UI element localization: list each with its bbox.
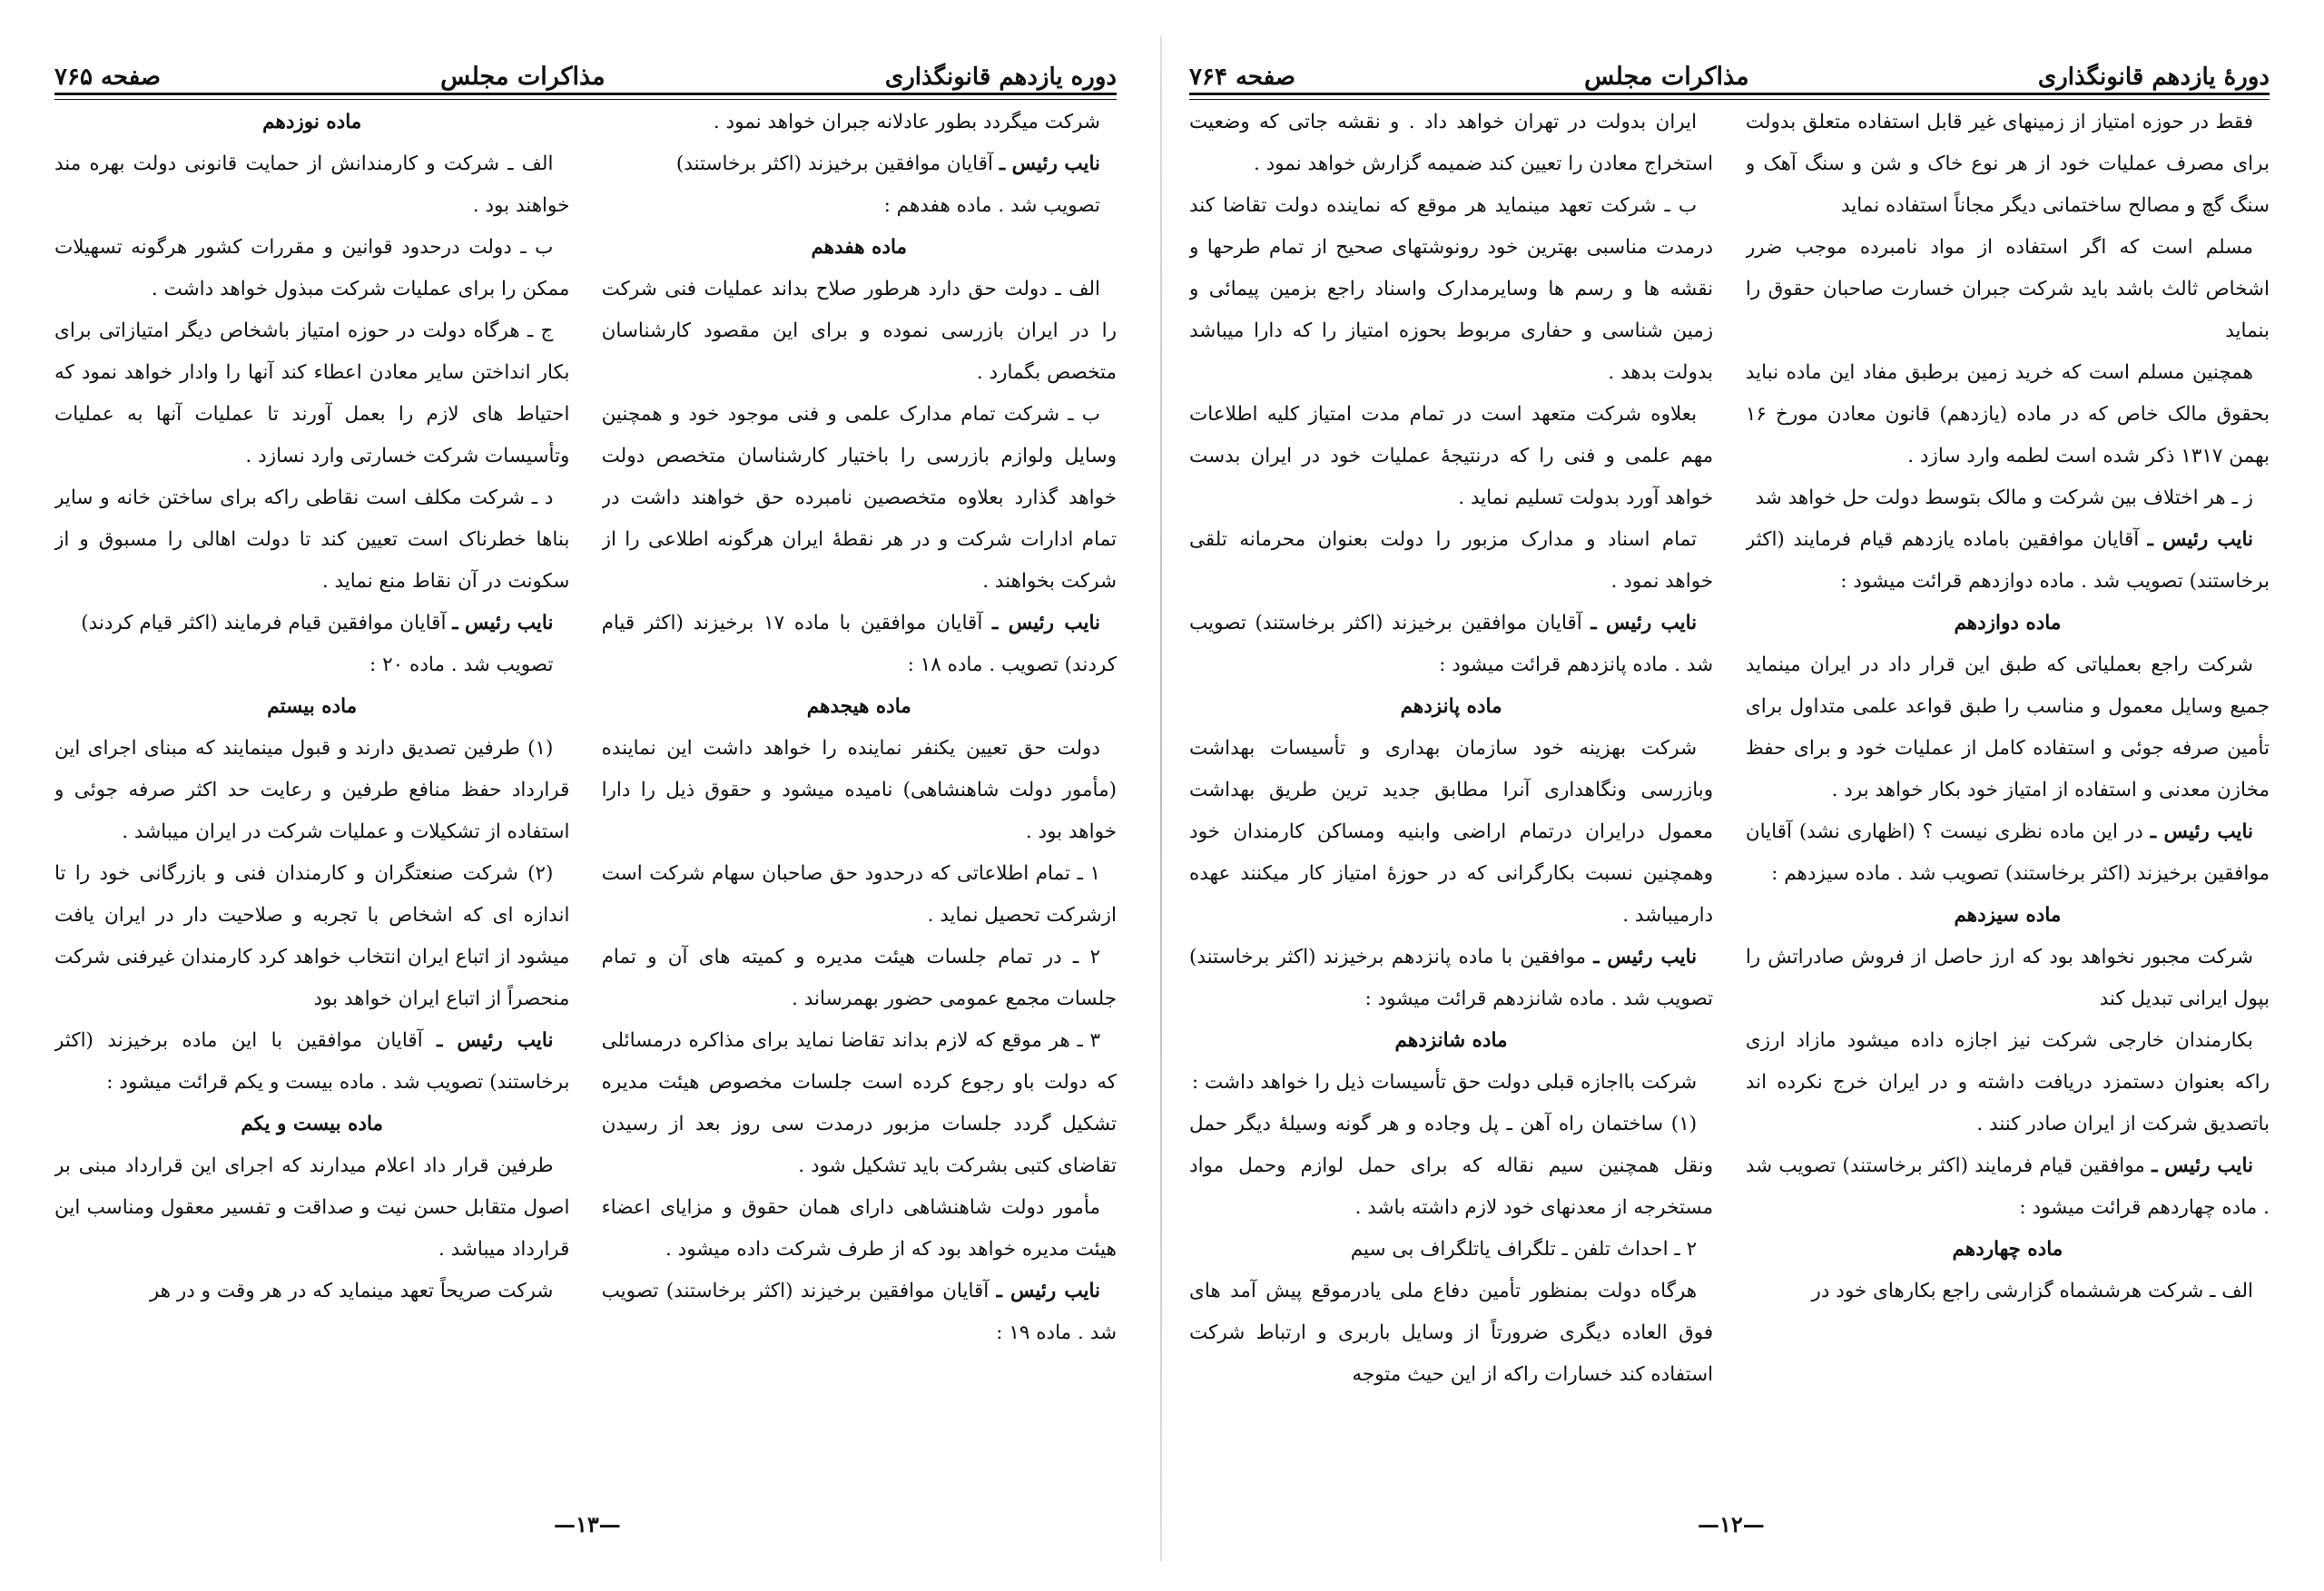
vote-record xyxy=(1189,603,1713,686)
header-session: دوره یازدهم قانونگذاری xyxy=(884,64,1117,91)
paragraph: دولت حق تعیین یکنفر نماینده را خواهد داشت این نماینده (مأمور دولت شاهنشاهی) نامیده میشود و حقوق ذیل را دارا خواهد بود . xyxy=(601,737,1117,843)
page-764 xyxy=(1162,0,2324,1591)
paragraph: ج ـ هرگاه دولت در حوزه امتیاز باشخاص دیگر امتیازاتی برای بکار انداختن سایر معادن اعطاء کند آنها را وادار خواهد نمود که احتیاط های لازم را بعمل آورند تا عملیات آنها به عملیات وتأسیسات شرکت خسارتی وارد نسازد . xyxy=(54,319,570,467)
vote-record xyxy=(1746,1145,2270,1229)
vote-text: موافقین با ماده پانزدهم برخیزند (اکثر برخاستند) تصویب شد . ماده شانزدهم قرائت میشود : xyxy=(1189,946,1714,1010)
paragraph: ب ـ شرکت تمام مدارک علمی و فنی موجود خود و همچنین وسایل ولوازم بازرسی را باختیار کارشناسان متخصص دولت خواهد گذارد بعلاوه متخصصین نامبرده حق خواهند داشت در تمام ادارات شرکت و در هر نقطهٔ ایران هرگونه اطلاعی را از شرکت بخواهند . xyxy=(601,403,1117,593)
vote-text: آقایان موافقین برخیزند (اکثر برخاستند) xyxy=(675,152,993,175)
paragraph: شرکت راجع بعملیاتی که طبق این قرار داد در ایران مینماید جمیع وسایل معمول و مناسب را طبق قواعد علمی متداول برای تأمین صرفه جوئی و استفاده کامل از عملیات خود و برای حفظ مخازن معدنی و استفاده از امتیاز خود بکار خواهد برد . xyxy=(1745,653,2270,801)
vote-text: آقایان موافقین قیام فرمایند (اکثر قیام کردند) xyxy=(81,612,447,634)
article-heading: ماده نوزدهم xyxy=(262,111,362,133)
article-heading: ماده هیجدهم xyxy=(806,695,911,718)
paragraph: ب ـ شرکت تعهد مینماید هر موقع که نماینده دولت تقاضا کند درمدت مناسبی بهترین خود رونوشتهای صحیح از تمام طرحها و نقشه ها و رسم ها وسایرمدارک واسناد راجع بزمین پیمائی و زمین شناسی و حفاری مربوط بحوزه امتیاز را که دارا میباشد بدولت بدهد . xyxy=(1189,194,1714,384)
paragraph: بعلاوه شرکت متعهد است در تمام مدت امتیاز کلیه اطلاعات مهم علمی و فنی را که درنتیجهٔ عملیات خود در ایران بدست خواهد آورد بدولت تسلیم نماید . xyxy=(1189,403,1714,509)
speaker-label: نایب رئیس ـ xyxy=(1590,612,1698,634)
speaker-label: نایب رئیس ـ xyxy=(2152,1154,2254,1177)
paragraph: (۱) ساختمان راه آهن ـ پل وجاده و هر گونه وسیلهٔ دیگر حمل ونقل همچنین سیم نقاله که برای حمل لوازم وحمل مواد مستخرجه از معدنهای خود لازم داشته باشد . xyxy=(1189,1113,1714,1219)
article-heading: ماده چهاردهم xyxy=(1952,1238,2063,1261)
paragraph: طرفین قرار داد اعلام میدارند که اجرای این قرارداد مبنی بر اصول متقابل حسن نیت و صداقت و تفسیر معقول ومناسب این قرارداد میباشد . xyxy=(54,1154,570,1261)
article-heading: ماده پانزدهم xyxy=(1400,695,1502,718)
speaker-label: نایب رئیس ـ xyxy=(2147,528,2253,551)
speaker-label: نایب رئیس ـ xyxy=(452,612,554,634)
paragraph: تصویب شد . ماده ۲۰ : xyxy=(369,653,554,676)
column-right xyxy=(602,102,1117,1499)
text-columns xyxy=(1189,102,2270,1499)
vote-text: در این ماده نظری نیست ؟ (اظهاری نشد) آقایان موافقین برخیزند (اکثر برخاستند) تصویب شد . ماده سیزدهم : xyxy=(1745,820,2270,885)
vote-record xyxy=(602,143,1117,185)
paragraph: شرکت میگردد بطور عادلانه جبران خواهد نمود . xyxy=(713,111,1100,133)
vote-text: موافقین قیام فرمایند (اکثر برخاستند) تصویب شد . ماده چهاردهم قرائت میشود : xyxy=(1745,1154,2270,1219)
vote-record xyxy=(602,1271,1117,1354)
paragraph: شرکت بااجازه قبلی دولت حق تأسیسات ذیل را خواهد داشت : xyxy=(1191,1071,1698,1094)
paragraph: ۳ ـ هر موقع که لازم بداند تقاضا نماید برای مذاکره درمسائلی که دولت باو رجوع کرده است جلسات مخصوص هیئت مدیره تشکیل گردد جلسات مزبور درمدت سی روز بعد از رسیدن تقاضای کتبی بشرکت باید تشکیل شود . xyxy=(601,1029,1117,1177)
column-left xyxy=(1189,102,1713,1499)
paragraph: الف ـ دولت حق دارد هرطور صلاح بداند عملیات فنی شرکت را در ایران بازرسی نموده و برای این مقصود کارشناسان متخصص بگمارد . xyxy=(601,278,1117,384)
page-header xyxy=(1189,36,2270,91)
paragraph: ایران بدولت در تهران خواهد داد . و نقشه جاتی که وضعیت استخراج معادن را تعیین کند ضمیمه گزارش خواهد نمود . xyxy=(1189,111,1714,175)
paragraph: هرگاه دولت بمنظور تأمین دفاع ملی یادرموقع پیش آمد های فوق العاده دیگری ضرورتاً از وسایل باربری و ارتباط شرکت استفاده کند خسارات راکه از این حیث متوجه xyxy=(1189,1280,1714,1386)
paragraph: الف ـ شرکت هرششماه گزارشی راجع بکارهای خود در xyxy=(1811,1280,2253,1302)
article-heading: ماده بیستم xyxy=(267,695,358,718)
paragraph: تصویب شد . ماده هفدهم : xyxy=(883,194,1100,217)
paragraph: ۲ ـ در تمام جلسات هیئت مدیره و کمیته های آن و تمام جلسات مجمع عمومی حضور بهمرساند . xyxy=(601,946,1117,1010)
header-page-number: صفحه ۷۶۴ xyxy=(1189,64,1295,91)
header-rule xyxy=(54,93,1117,100)
vote-record xyxy=(1746,811,2270,895)
paragraph: مسلم است که اگر استفاده از مواد نامبرده موجب ضرر اشخاص ثالث باشد باید شرکت جبران خسارت صاحبان حقوق را بنماید xyxy=(1745,236,2270,342)
paragraph: ب ـ دولت درحدود قوانین و مقررات کشور هرگونه تسهیلات ممکن را برای عملیات شرکت مبذول خواهد داشت . xyxy=(54,236,570,300)
paragraph: شرکت بهزینه خود سازمان بهداری و تأسیسات بهداشت وبازرسی ونگاهداری آنرا مطابق جدید ترین طریق بهداشت معمول درایران درتمام اراضی وابنیه ومساکن کارمندان خود وهمچنین نسبت بکارگرانی که در حوزهٔ امتیاز کار میکنند عهده دارمیباشد . xyxy=(1189,737,1714,927)
speaker-label: نایب رئیس ـ xyxy=(996,1280,1100,1302)
column-left xyxy=(54,102,569,1499)
header-page-number: صفحه ۷۶۵ xyxy=(54,64,161,91)
paragraph: الف ـ شرکت و کارمندانش از حمایت قانونی دولت بهره مند خواهند بود . xyxy=(54,152,570,217)
vote-record xyxy=(54,1020,569,1104)
paragraph: ۲ ـ احداث تلفن ـ تلگراف یاتلگراف بی سیم xyxy=(1350,1238,1698,1261)
article-heading: ماده سیزدهم xyxy=(1954,904,2062,927)
vote-record xyxy=(602,603,1117,686)
vote-text: آقایان موافقین باماده یازدهم قیام فرمایند (اکثر برخاستند) تصویب شد . ماده دوازدهم قرائت میشود : xyxy=(1745,528,2270,593)
paragraph: ز ـ هر اختلاف بین شرکت و مالک بتوسط دولت حل خواهد شد xyxy=(1755,486,2253,509)
speaker-label: نایب رئیس ـ xyxy=(2150,820,2253,843)
paragraph: همچنین مسلم است که خرید زمین برطبق مفاد این ماده نباید بحقوق مالک خاص که در ماده (یازدهم) قانون معادن مورخ ۱۶ بهمن ۱۳۱۷ ذکر شده است لطمه وارد سازد . xyxy=(1745,361,2270,467)
header-rule xyxy=(1189,93,2270,100)
vote-text: آقایان موافقین برخیزند (اکثر برخاستند) تصویب شد . ماده ۱۹ : xyxy=(601,1280,1117,1344)
speaker-label: نایب رئیس ـ xyxy=(999,152,1100,175)
article-heading: ماده شانزدهم xyxy=(1394,1029,1508,1052)
vote-text: آقایان موافقین برخیزند (اکثر برخاستند) تصویب شد . ماده پانزدهم قرائت میشود : xyxy=(1189,612,1714,676)
text-columns xyxy=(54,102,1117,1499)
header-title: مذاکرات مجلس xyxy=(1584,63,1749,91)
page-folio: —۱۲— xyxy=(1698,1511,1765,1537)
speaker-label: نایب رئیس ـ xyxy=(437,1029,554,1052)
speaker-label: نایب رئیس ـ xyxy=(992,612,1100,634)
paragraph: شرکت مجبور نخواهد بود که ارز حاصل از فروش صادراتش را بپول ایرانی تبدیل کند xyxy=(1745,946,2270,1010)
article-heading: ماده دوازدهم xyxy=(1954,612,2062,634)
page-folio: —۱۳— xyxy=(554,1511,621,1537)
paragraph: مأمور دولت شاهنشاهی دارای همان حقوق و مزایای اعضاء هیئت مدیره خواهد بود که از طرف شرکت داده میشود . xyxy=(601,1196,1117,1261)
vote-text: آقایان موافقین با ماده ۱۷ برخیزند (اکثر قیام کردند) تصویب . ماده ۱۸ : xyxy=(601,612,1117,676)
header-title: مذاکرات مجلس xyxy=(440,63,606,91)
page-header xyxy=(54,36,1117,91)
article-heading: ماده بیست و یکم xyxy=(241,1113,384,1135)
paragraph: (۱) طرفین تصدیق دارند و قبول مینمایند که مبنای اجرای این قرارداد حفظ منافع طرفین و رعایت حد اکثر صرفه جوئی و استفاده از تشکیلات و عملیات شرکت در ایران میباشد . xyxy=(54,737,570,843)
speaker-label: نایب رئیس ـ xyxy=(1593,946,1698,968)
header-session: دورهٔ یازدهم قانونگذاری xyxy=(2037,64,2270,91)
vote-record xyxy=(1189,937,1713,1020)
paragraph: د ـ شرکت مکلف است نقاطی راکه برای ساختن خانه و سایر بناها خطرناک است تعیین کند تا دولت اهالی را مسبوق و از سکونت در آن نقاط منع نماید . xyxy=(54,486,570,593)
paragraph: فقط در حوزه امتیاز از زمینهای غیر قابل استفاده متعلق بدولت برای مصرف عملیات خود از هر نوع خاک و شن و سنگ آهک و سنگ گچ و مصالح ساختمانی دیگر مجاناً استفاده نماید xyxy=(1745,111,2270,217)
paragraph: تمام اسناد و مدارک مزبور را دولت بعنوان محرمانه تلقی خواهد نمود . xyxy=(1189,528,1714,593)
column-right xyxy=(1746,102,2270,1499)
paragraph: شرکت صریحاً تعهد مینماید که در هر وقت و در هر xyxy=(149,1280,554,1302)
vote-record xyxy=(1746,519,2270,603)
vote-record xyxy=(54,603,569,644)
paragraph: (۲) شرکت صنعتگران و کارمندان فنی و بازرگانی خود را تا اندازه ای که اشخاص با تجربه و صلاحیت دار در ایران یافت میشود از اتباع ایران انتخاب خواهد کرد کارمندان غیرفنی شرکت منحصراً از اتباع ایران خواهد بود xyxy=(54,862,570,1010)
paragraph: بکارمندان خارجی شرکت نیز اجازه داده میشود مازاد ارزی راکه بعنوان دستمزد دریافت داشته و در ایران خرج نکرده اند باتصدیق شرکت از ایران صادر کنند . xyxy=(1745,1029,2270,1135)
paragraph: ۱ ـ تمام اطلاعاتی که درحدود حق صاحبان سهام شرکت است ازشرکت تحصیل نماید . xyxy=(601,862,1117,927)
article-heading: ماده هفدهم xyxy=(811,236,908,259)
vote-text: آقایان موافقین با این ماده برخیزند (اکثر برخاستند) تصویب شد . ماده بیست و یکم قرائت میشود : xyxy=(54,1029,570,1094)
